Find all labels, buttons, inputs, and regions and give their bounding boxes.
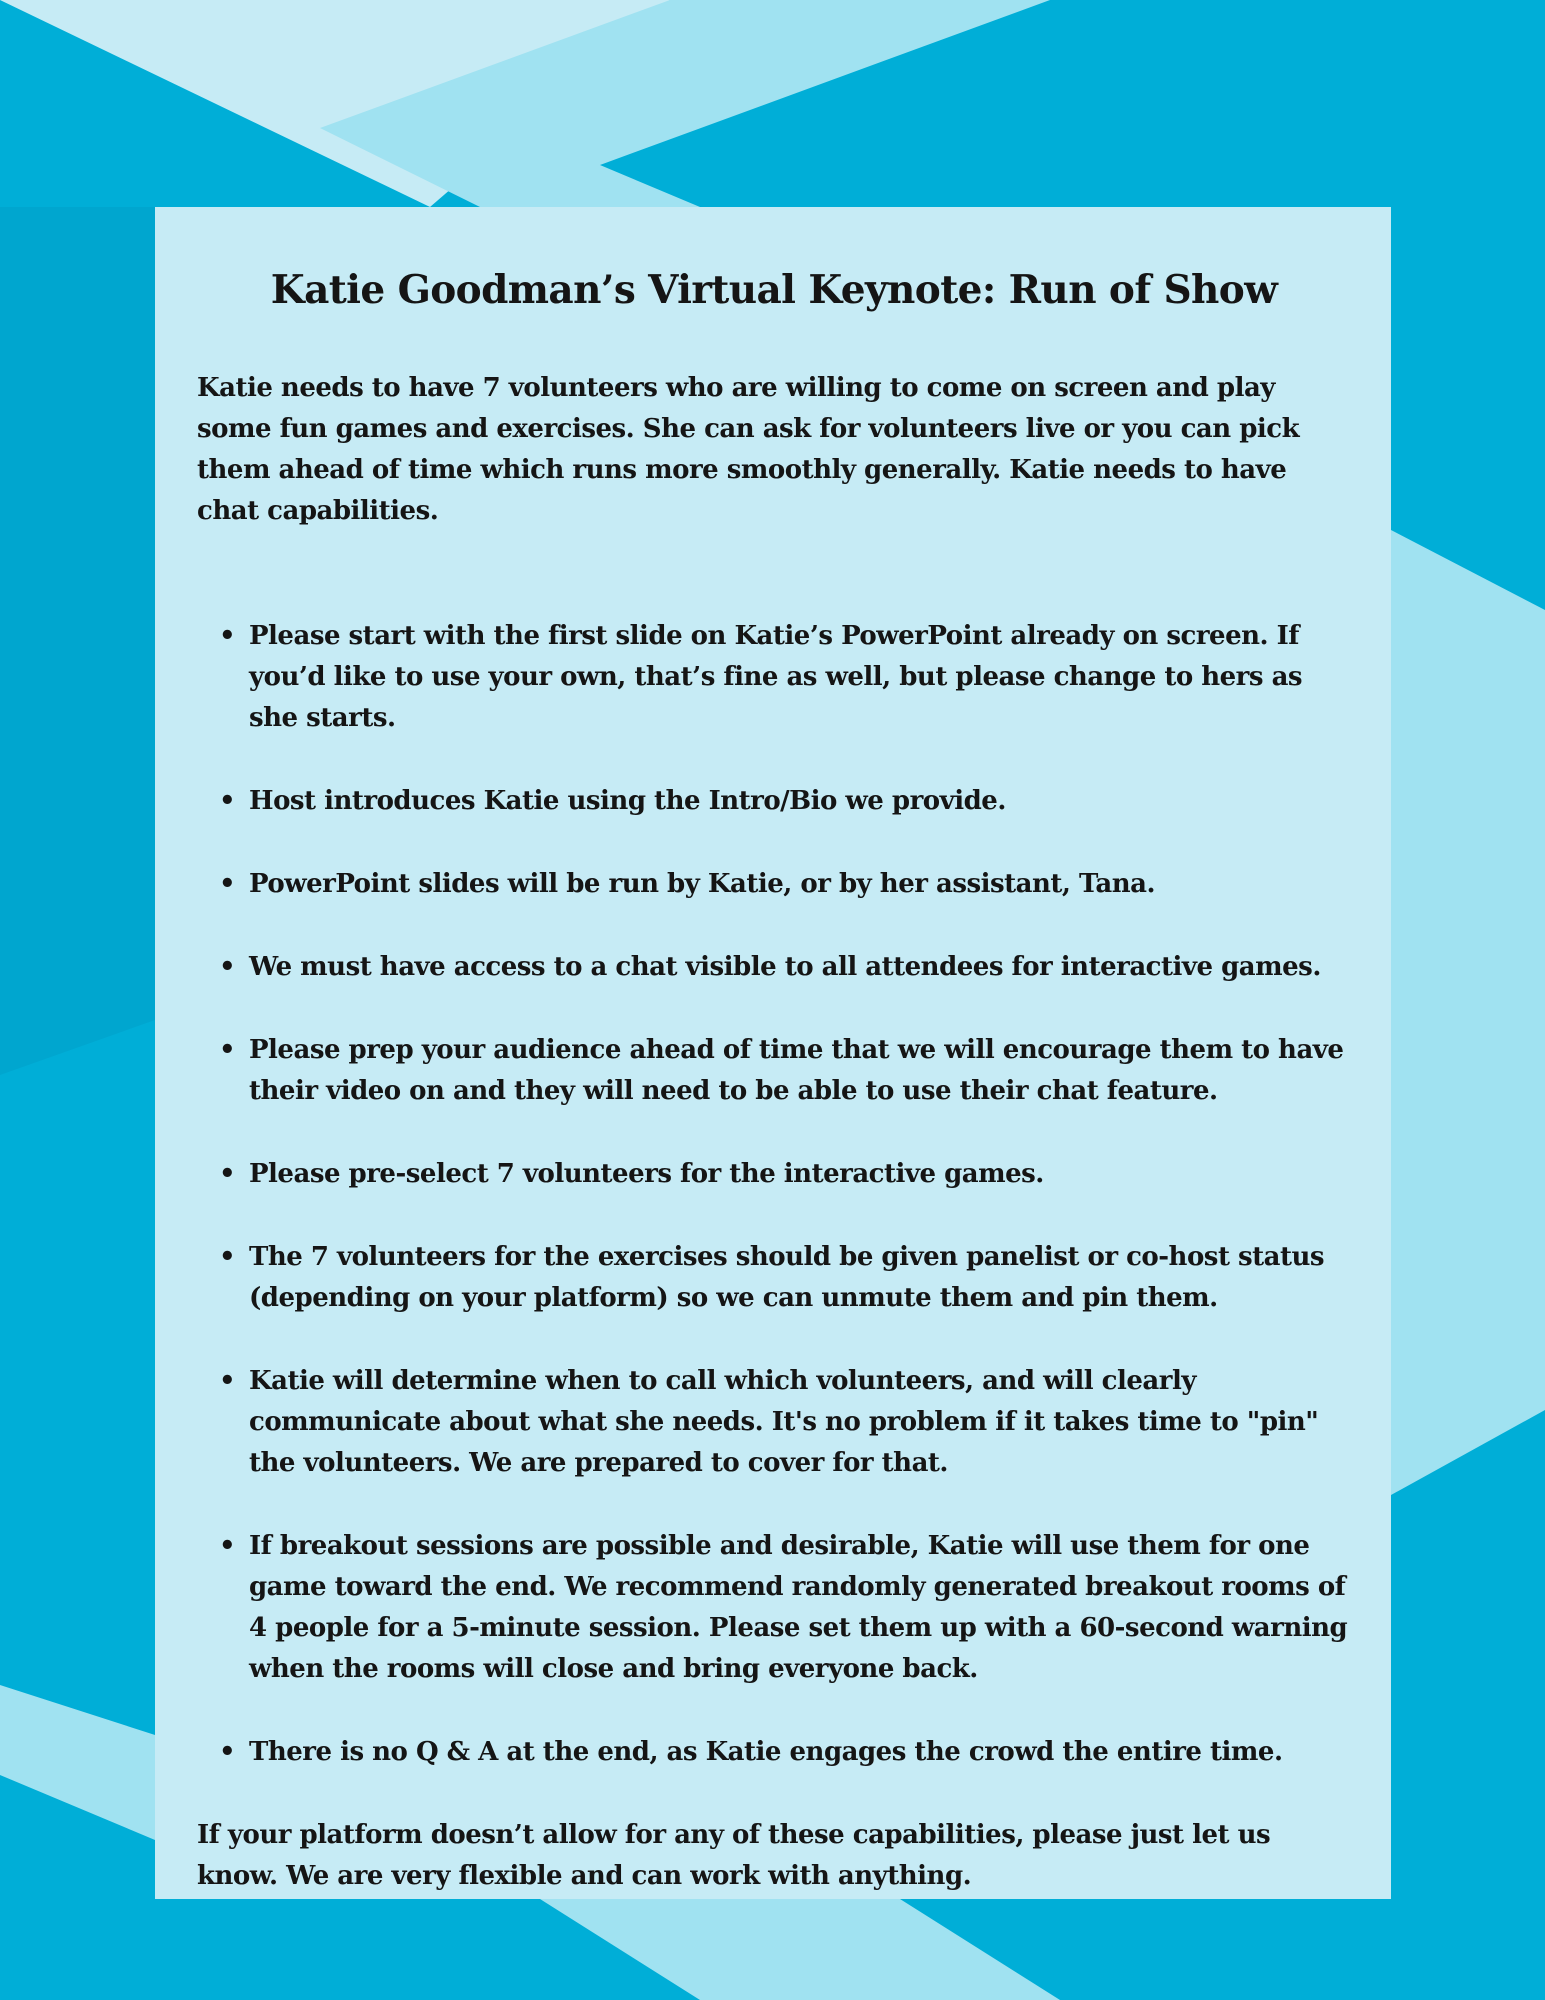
list-item-text: There is no Q & A at the end, as Katie engages the crowd the entire time. <box>249 1736 1283 1767</box>
list-item <box>197 1030 1351 1112</box>
list-item-text: We must have access to a chat visible to all attendees for interactive games. <box>249 951 1321 982</box>
list-item <box>197 616 1351 739</box>
bullet-icon: • <box>219 1530 236 1561</box>
page-title: Katie Goodman’s Virtual Keynote: Run of Show <box>270 267 1278 313</box>
list-item-text: Host introduces Katie using the Intro/Bio we provide. <box>249 785 1006 816</box>
bullet-icon: • <box>219 1736 236 1767</box>
list-item <box>197 1732 1351 1773</box>
bullet-icon: • <box>219 785 236 816</box>
list-item-text: The 7 volunteers for the exercises should be given panelist or co-host status (depending on your platform) so we can unmute them and pin them. <box>249 1241 1325 1313</box>
bullet-icon: • <box>219 868 236 899</box>
bullet-icon: • <box>219 1034 236 1065</box>
run-of-show-panel <box>155 207 1391 1899</box>
run-of-show-list <box>197 616 1351 1773</box>
intro-paragraph: Katie needs to have 7 volunteers who are willing to come on screen and play some fun games and exercises. She can ask for volunteers live or you can pick them ahead of time which runs more smoothly generally. Katie needs to have chat capabilities. <box>197 372 1300 526</box>
list-item-text: If breakout sessions are possible and desirable, Katie will use them for one game toward the end. We recommend randomly generated breakout rooms of 4 people for a 5-minute session. Please set them up with a 60-second warning when the rooms will close and bring everyone back. <box>249 1530 1348 1684</box>
bullet-icon: • <box>219 1365 236 1396</box>
bullet-icon: • <box>219 1241 236 1272</box>
list-item-text: Please start with the first slide on Katie’s PowerPoint already on screen. If you’d like to use your own, that’s fine as well, but please change to hers as she starts. <box>249 620 1303 733</box>
bullet-icon: • <box>219 951 236 982</box>
closing-paragraph: If your platform doesn’t allow for any of these capabilities, please just let us know. We are very flexible and can work with anything. <box>197 1819 1271 1891</box>
list-item-text: Please prep your audience ahead of time that we will encourage them to have their video on and they will need to be able to use their chat feature. <box>249 1034 1344 1106</box>
list-item-text: PowerPoint slides will be run by Katie, or by her assistant, Tana. <box>249 868 1156 899</box>
list-item <box>197 864 1351 905</box>
list-item-text: Please pre-select 7 volunteers for the interactive games. <box>249 1158 1044 1189</box>
list-item <box>197 781 1351 822</box>
bullet-icon: • <box>219 620 236 651</box>
list-item <box>197 947 1351 988</box>
list-item <box>197 1237 1351 1319</box>
bullet-icon: • <box>219 1158 236 1189</box>
list-item <box>197 1526 1351 1690</box>
list-item <box>197 1154 1351 1195</box>
list-item <box>197 1361 1351 1484</box>
list-item-text: Katie will determine when to call which volunteers, and will clearly communicate about what she needs. It's no problem if it takes time to "pin" the volunteers. We are prepared to cover for that. <box>249 1365 1319 1478</box>
